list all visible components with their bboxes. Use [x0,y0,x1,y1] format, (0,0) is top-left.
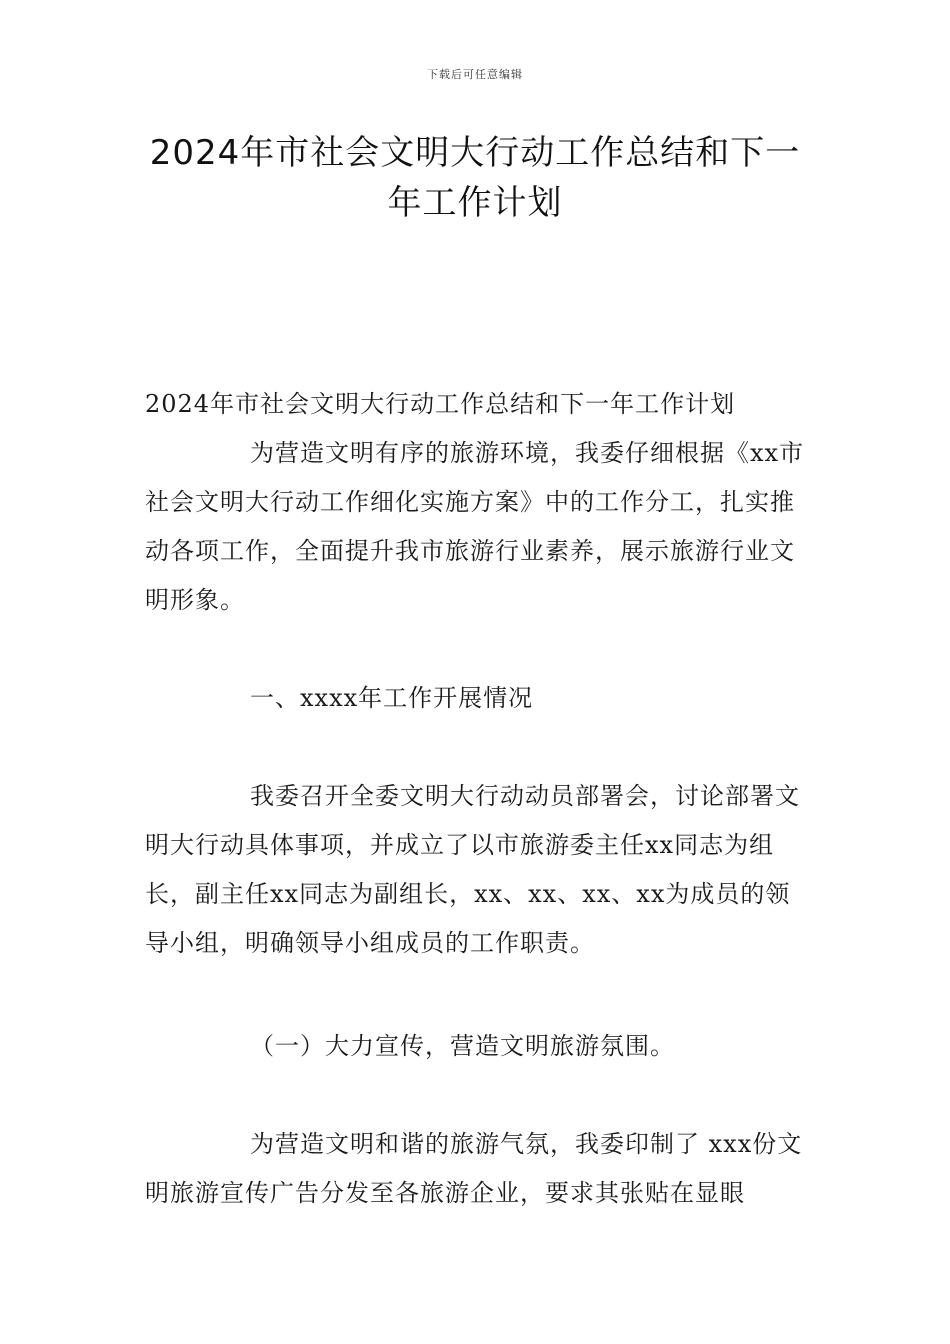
subsection-heading: （一）大力宣传，营造文明旅游氛围。 [250,1032,675,1060]
header-note: 下载后可任意编辑 [427,68,523,81]
section-heading: 一、xxxx年工作开展情况 [250,684,534,712]
subtitle-line: 2024年市社会文明大行动工作总结和下一年工作计划 [145,390,736,418]
intro-paragraph: 为营造文明有序的旅游环境，我委仔细根据《xx市社会文明大行动工作细化实施方案》中的工作分工，扎实推动各项工作，全面提升我市旅游行业素养，展示旅游行业文明形象。 [145,439,805,614]
section-paragraph: 我委召开全委文明大行动动员部署会，讨论部署文明大行动具体事项，并成立了以市旅游委主任xx同志为组长，副主任xx同志为副组长，xx、xx、xx、xx为成员的领导小组，明确领导小组成员的工作职责。 [145,782,800,957]
document-title: 2024年市社会文明大行动工作总结和下一年工作计划 [149,133,801,223]
subsection-paragraph: 为营造文明和谐的旅游气氛，我委印制了 xxx份文明旅游宣传广告分发至各旅游企业，要求其张贴在显眼 [145,1130,803,1207]
